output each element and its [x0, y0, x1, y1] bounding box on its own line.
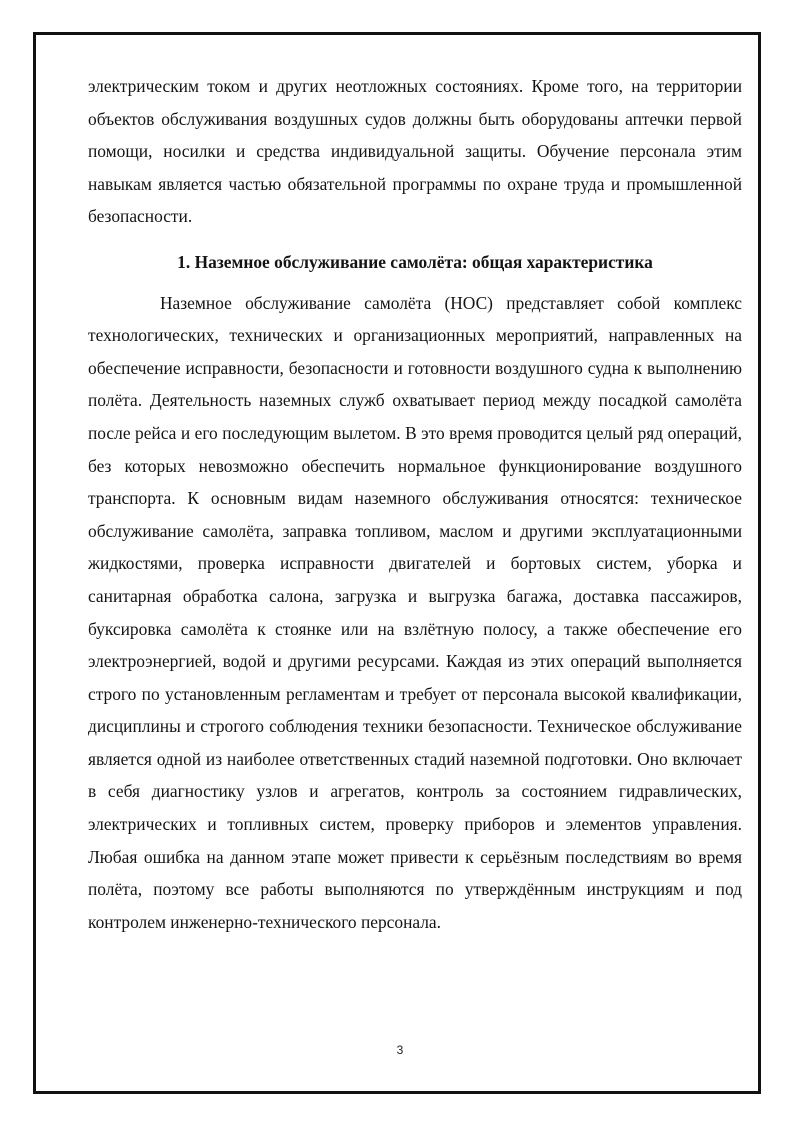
- body-paragraph: Наземное обслуживание самолёта (НОС) представляет собой комплекс технологических, технических и организационных мероприятий, направленных на обеспечение исправности, безопасности и готовности воздушного судна к выполнению полёта. Деятельность наземных служб охватывает период между посадкой самолёта после рейса и его последующим вылетом. В это время проводится целый ряд операций, без которых невозможно обеспечить нормальное функционирование воздушного транспорта. К основным видам наземного обслуживания относятся: техническое обслуживание самолёта, заправка топливом, маслом и другими эксплуатационными жидкостями, проверка исправности двигателей и бортовых систем, уборка и санитарная обработка салона, загрузка и выгрузка багажа, доставка пассажиров, буксировка самолёта к стоянке или на взлётную полосу, а также обеспечение его электроэнергией, водой и другими ресурсами. Каждая из этих операций выполняется строго по установленным регламентам и требует от персонала высокой квалификации, дисциплины и строгого соблюдения техники безопасности. Техническое обслуживание является одной из наиболее ответственных стадий наземной подготовки. Оно включает в себя диагностику узлов и агрегатов, контроль за состоянием гидравлических, электрических и топливных систем, проверку приборов и элементов управления. Любая ошибка на данном этапе может привести к серьёзным последствиям во время полёта, поэтому все работы выполняются по утверждённым инструкциям и под контролем инженерно-технического персонала.: [88, 292, 742, 932]
- page-number: 3: [396, 1043, 404, 1057]
- page-content: [88, 70, 742, 938]
- intro-paragraph: электрическим током и других неотложных состояниях. Кроме того, на территории объектов обслуживания воздушных судов должны быть оборудованы аптечки первой помощи, носилки и средства индивидуальной защиты. Обучение персонала этим навыкам является частью обязательной программы по охране труда и промышленной безопасности.: [88, 76, 742, 227]
- section-heading: 1. Наземное обслуживание самолёта: общая характеристика: [177, 251, 653, 272]
